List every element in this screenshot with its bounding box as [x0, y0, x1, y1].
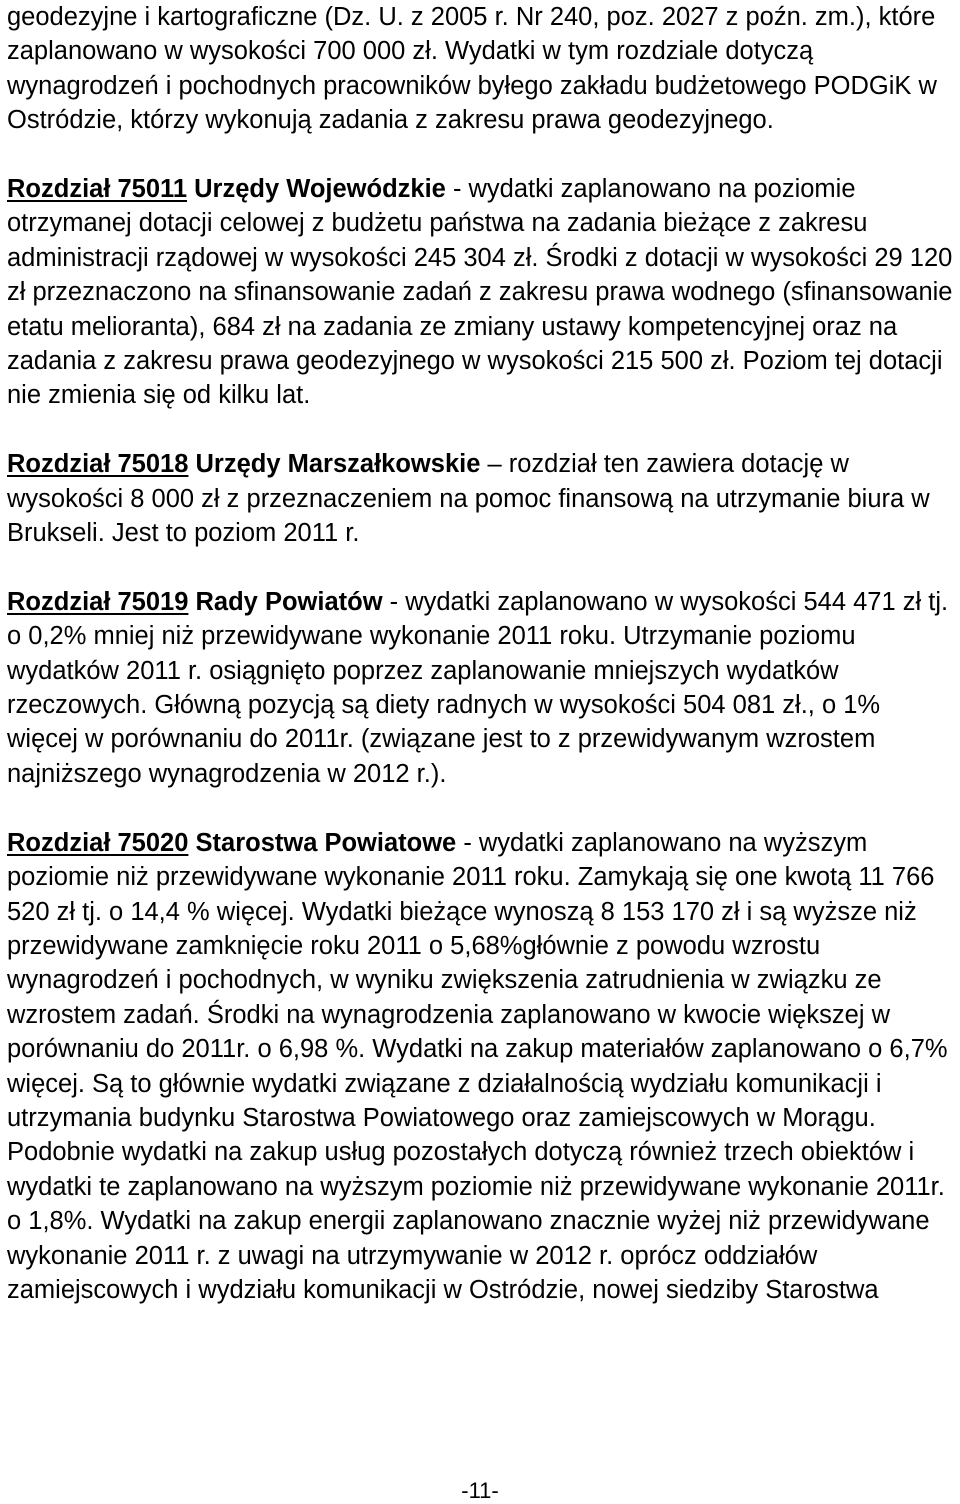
section-number: Rozdział 75018 [7, 450, 189, 479]
paragraph-gap [7, 791, 957, 825]
paragraph-body: - wydatki zaplanowano na wyższym poziomie niż przewidywane wykonanie 2011 roku. Zamykają się one kwotą 11 766 520 zł tj. o 14,4 % więcej. Wydatki bieżące wynoszą 8 153 170 zł i są wyższe niż przewidywane zamknięcie roku 2011 o 5,68%głównie z powodu wzrostu wynagrodzeń i pochodnych, w wyniku zwiększenia zatrudnienia w związku ze wzrostem zadań. Środki na wynagrodzenia zaplanowano w kwocie większej w porównaniu do 2011r. o 6,98 %. Wydatki na zakup materiałów zaplanowano o 6,7% więcej. Są to głównie wydatki związane z działalnością wydziału komunikacji i utrzymania budynku Starostwa Powiatowego oraz zamiejscowych w Morągu. Podobnie wydatki na zakup usług pozostałych dotyczą również trzech obiektów i wydatki te zaplanowano na wyższym poziomie niż przewidywane wykonanie 2011r. o 1,8%. Wydatki na zakup energii zaplanowano znacznie wyżej niż przewidywane wykonanie 2011 r. z uwagi na utrzymywanie w 2012 r. oprócz oddziałów zamiejscowych i wydziału komunikacji w Ostródzie, nowej siedziby Starostwa [7, 828, 948, 1304]
section-title: Rady Powiatów [188, 587, 383, 616]
section-heading [7, 450, 480, 478]
paragraph-body: – rozdział ten zawiera dotację w wysokości 8 000 zł z przeznaczeniem na pomoc finansową na utrzymanie biura w Brukseli. Jest to poziom 2011 r. [7, 450, 930, 548]
section-title: Urzędy Wojewódzkie [187, 175, 446, 204]
paragraph-gap [7, 550, 957, 584]
section-number: Rozdział 75011 [7, 175, 188, 204]
section-number: Rozdział 75019 [7, 587, 189, 616]
document-page [7, 0, 957, 1307]
paragraph-75018 [7, 447, 957, 550]
section-heading [7, 829, 456, 857]
section-heading [7, 588, 383, 616]
section-title: Starostwa Powiatowe [188, 828, 457, 857]
paragraph-body: - wydatki zaplanowano na poziomie otrzymanej dotacji celowej z budżetu państwa na zadania bieżące z zakresu administracji rządowej w wysokości 245 304 zł. Środki z dotacji w wysokości 29 120 zł przeznaczono na sfinansowanie zadań z zakresu prawa wodnego (sfinansowanie etatu melioranta), 684 zł na zadania ze zmiany ustawy kompetencyjnej oraz na zadania z zakresu prawa geodezyjnego w wysokości 215 500 zł. Poziom tej dotacji nie zmienia się od kilku lat. [7, 175, 953, 410]
section-number: Rozdział 75020 [7, 828, 189, 857]
section-title: Urzędy Marszałkowskie [188, 450, 481, 479]
paragraph-gap [7, 138, 957, 172]
page-number: -11- [461, 1478, 499, 1503]
paragraph-gap [7, 413, 957, 447]
paragraph-75011 [7, 172, 957, 413]
paragraph-body: - wydatki zaplanowano w wysokości 544 471 zł tj. o 0,2% mniej niż przewidywane wykonanie 2011 roku. Utrzymanie poziomu wydatków 2011 r. osiągnięto poprzez zaplanowanie mniejszych wydatków rzeczowych. Główną pozycją są diety radnych w wysokości 504 081 zł., o 1% więcej w porównaniu do 2011r. (związane jest to z przewidywanym wzrostem najniższego wynagrodzenia w 2012 r.). [7, 587, 949, 788]
paragraph-75019 [7, 585, 957, 791]
paragraph-body: geodezyjne i kartograficzne (Dz. U. z 2005 r. Nr 240, poz. 2027 z poźn. zm.), które zaplanowano w wysokości 700 000 zł. Wydatki w tym rozdziale dotyczą wynagrodzeń i pochodnych pracowników byłego zakładu budżetowego PODGiK w Ostródzie, którzy wykonują zadania z zakresu prawa geodezyjnego. [7, 3, 937, 135]
section-heading [7, 175, 446, 203]
paragraph-continuation [7, 0, 957, 138]
paragraph-75020 [7, 826, 957, 1308]
